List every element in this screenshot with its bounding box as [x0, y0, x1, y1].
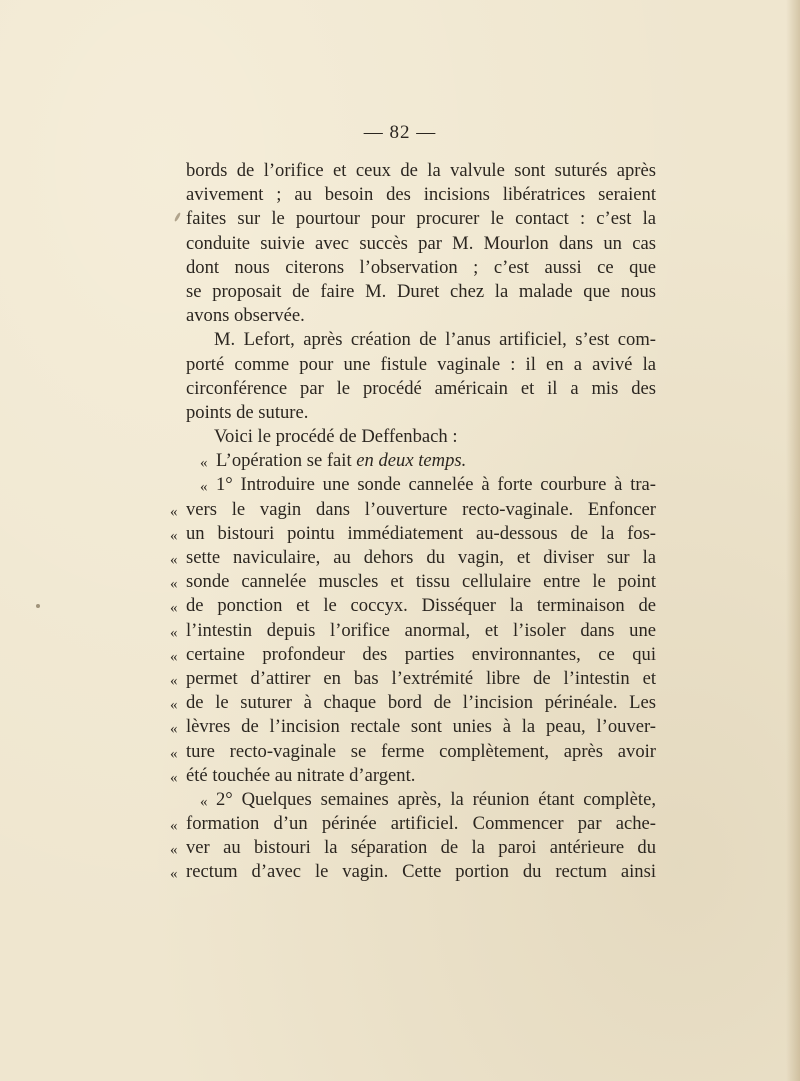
line-text: certaine profondeur des parties environnantes, ce qui — [186, 643, 656, 665]
text-line — [186, 328, 656, 352]
page-edge-shadow — [786, 0, 800, 1081]
line-text: M. Lefort, après création de l’anus artificiel, s’est com- — [214, 329, 656, 351]
text-line — [186, 353, 656, 377]
line-text: sonde cannelée muscles et tissu cellulaire entre le point — [186, 571, 656, 593]
text-line — [170, 860, 656, 884]
line-text: de ponction et le coccyx. Disséquer la terminaison de — [186, 595, 656, 617]
line-text: se proposait de faire M. Duret chez la malade que nous — [186, 280, 656, 302]
quote-mark: « — [170, 818, 178, 835]
paper-speck — [36, 604, 40, 608]
line-text: 1° Introduire une sonde cannelée à forte courbure à tra- — [216, 474, 656, 496]
text-line — [186, 159, 656, 183]
quote-mark: « — [170, 842, 178, 859]
text-line — [186, 304, 656, 328]
line-italic-text: en deux temps. — [356, 450, 467, 472]
text-line — [170, 619, 656, 643]
text-line — [186, 256, 656, 280]
line-text: lèvres de l’incision rectale sont unies à la peau, l’ouver- — [186, 716, 656, 738]
line-text: avons observée. — [186, 305, 305, 327]
quote-mark: « — [170, 503, 178, 520]
line-text: permet d’attirer en bas l’extrémité libre de l’intestin et — [186, 667, 656, 689]
text-line — [186, 377, 656, 401]
text-line — [186, 449, 656, 473]
text-line — [170, 643, 656, 667]
text-line — [170, 498, 656, 522]
body-text — [170, 159, 656, 885]
quote-mark: « — [200, 479, 208, 496]
quote-mark: « — [200, 793, 208, 810]
line-text: points de suture. — [186, 401, 309, 423]
line-text: L’opération se fait — [216, 450, 357, 472]
line-text: avivement ; au besoin des incisions libératrices seraient — [186, 184, 656, 206]
line-text: ture recto-vaginale se ferme complètement, après avoir — [186, 740, 656, 762]
text-line — [186, 425, 656, 449]
text-line — [170, 740, 656, 764]
quote-mark: « — [170, 576, 178, 593]
page-number: — 82 — — [363, 122, 437, 143]
quote-mark: « — [170, 866, 178, 883]
paper-speck — [174, 212, 182, 222]
line-text: sette naviculaire, au dehors du vagin, et diviser sur la — [186, 547, 656, 568]
quote-mark: « — [170, 721, 178, 738]
line-text: un bistouri pointu immédiatement au-dessous de la fos- — [186, 522, 656, 544]
line-text: conduite suivie avec succès par M. Mourlon dans un cas — [186, 232, 656, 254]
text-line — [170, 570, 656, 594]
text-line — [170, 546, 656, 570]
quote-mark: « — [170, 745, 178, 762]
line-text: bords de l’orifice et ceux de la valvule sont suturés après — [186, 160, 656, 181]
text-line — [170, 812, 656, 836]
text-line — [186, 473, 656, 497]
quote-mark: « — [170, 769, 178, 786]
text-line — [170, 691, 656, 715]
line-text: été touchée au nitrate d’argent. — [186, 764, 416, 786]
line-text: rectum d’avec le vagin. Cette portion du rectum ainsi — [186, 861, 656, 883]
text-line — [170, 594, 656, 618]
line-text: faites sur le pourtour pour procurer le contact : c’est la — [186, 208, 656, 230]
line-text: Voici le procédé de Deffenbach : — [214, 426, 458, 448]
line-text: de le suturer à chaque bord de l’incision périnéale. Les — [186, 692, 656, 714]
line-text: vers le vagin dans l’ouverture recto-vaginale. Enfoncer — [186, 498, 656, 520]
text-line — [170, 764, 656, 788]
text-line — [186, 207, 656, 231]
line-text: formation d’un périnée artificiel. Commencer par ache- — [186, 813, 656, 835]
quote-mark: « — [170, 648, 178, 665]
quote-mark: « — [170, 527, 178, 544]
text-line — [170, 667, 656, 691]
text-line — [170, 715, 656, 739]
line-text: dont nous citerons l’observation ; c’est aussi ce que — [186, 256, 656, 278]
text-line — [170, 836, 656, 860]
quote-mark: « — [170, 624, 178, 641]
text-line — [170, 522, 656, 546]
text-line — [186, 280, 656, 304]
line-text: l’intestin depuis l’orifice anormal, et l’isoler dans une — [186, 619, 656, 641]
quote-mark: « — [170, 552, 178, 568]
text-line — [186, 183, 656, 207]
text-line — [186, 788, 656, 812]
quote-mark: « — [200, 455, 208, 472]
line-text: circonférence par le procédé américain et il a mis des — [186, 377, 656, 399]
line-text: porté comme pour une fistule vaginale : il en a avivé la — [186, 353, 656, 375]
quote-mark: « — [170, 697, 178, 714]
quote-mark: « — [170, 600, 178, 617]
line-text: 2° Quelques semaines après, la réunion étant complète, — [216, 788, 656, 810]
text-line — [186, 232, 656, 256]
line-text: ver au bistouri la séparation de la paroi antérieure du — [186, 837, 656, 859]
quote-mark: « — [170, 672, 178, 689]
text-line — [186, 401, 656, 425]
